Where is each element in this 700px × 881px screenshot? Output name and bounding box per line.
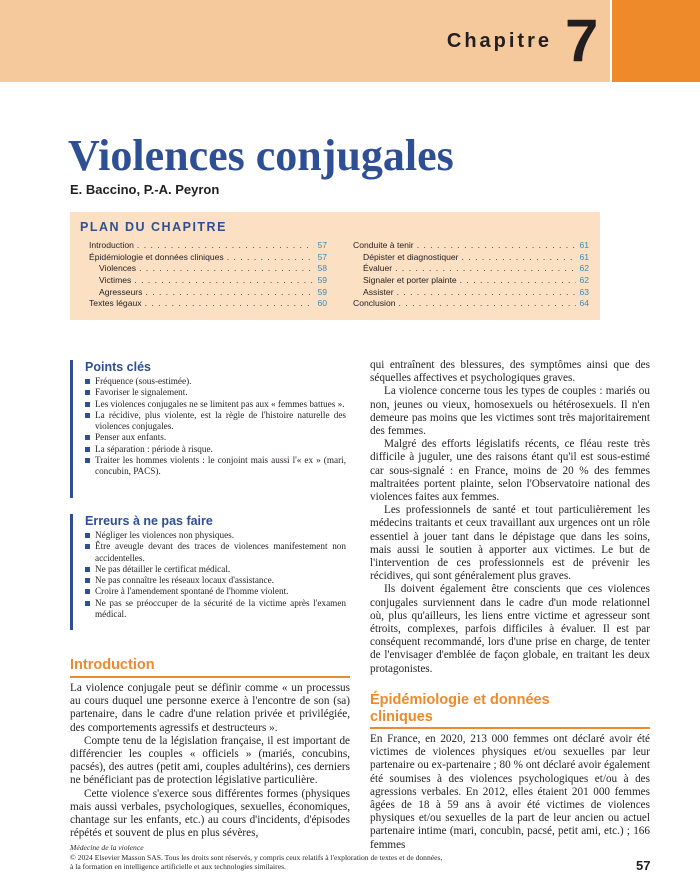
list-item-text: Fréquence (sous-estimée). bbox=[95, 376, 192, 386]
toc-page[interactable]: 57 bbox=[317, 251, 327, 262]
toc-page[interactable]: 60 bbox=[317, 298, 327, 309]
footer-copyright: © 2024 Elsevier Masson SAS. Tous les droits sont réservés, y compris ceux relatifs à l'exploration de textes et de données, bbox=[70, 852, 443, 862]
toc-page[interactable]: 61 bbox=[579, 240, 589, 250]
toc-left-column bbox=[89, 240, 327, 310]
toc-page[interactable]: 62 bbox=[579, 275, 589, 286]
erreurs-title: Erreurs à ne pas faire bbox=[85, 514, 213, 528]
toc-page[interactable]: 57 bbox=[317, 240, 327, 250]
chapter-plan-box bbox=[70, 212, 600, 320]
list-item-text: Favoriser le signalement. bbox=[95, 387, 188, 398]
toc-label: Évaluer bbox=[363, 263, 393, 274]
introduction-rule bbox=[70, 676, 350, 678]
paragraph: La violence conjugale peut se définir comme « un processus au cours duquel une personne exerce à l'encontre de son (sa) partenaire, dans le cadre d'une relation privée et privilégiée, des comportements agressifs et destructeurs ». bbox=[70, 682, 350, 734]
toc-label: Violences bbox=[99, 263, 137, 274]
toc-page[interactable]: 59 bbox=[317, 275, 327, 286]
list-item bbox=[85, 376, 348, 387]
toc-label: Textes légaux bbox=[89, 298, 142, 309]
toc-entry[interactable] bbox=[89, 298, 327, 310]
list-item-text: Ne pas connaître les réseaux locaux d'assistance. bbox=[95, 575, 274, 586]
square-bullet-icon bbox=[85, 379, 90, 384]
chapter-number: 7 bbox=[565, 7, 599, 74]
toc-label: Conduite à tenir bbox=[353, 240, 414, 250]
toc-entry[interactable] bbox=[353, 263, 589, 275]
toc-leader bbox=[395, 263, 576, 273]
epidemiologie-body bbox=[370, 733, 650, 852]
list-item-text: Les violences conjugales ne se limitent pas aux « femmes battues ». bbox=[95, 398, 345, 409]
list-item bbox=[85, 387, 348, 398]
page-footer bbox=[70, 843, 442, 872]
paragraph: Malgré des efforts législatifs récents, ce fléau reste très difficile à juguler, une des raisons étant qu'il est sous-estimé car sous-signalé : en France, moins de 20 % des femmes maltraitées portent plainte, selon l'Observatoire national des violences faites aux femmes. bbox=[370, 438, 650, 504]
square-bullet-icon bbox=[85, 533, 90, 538]
square-bullet-icon bbox=[85, 567, 90, 572]
toc-leader bbox=[134, 275, 314, 285]
toc-leader bbox=[137, 240, 315, 250]
list-item bbox=[85, 410, 348, 433]
erreurs-list bbox=[85, 530, 348, 620]
toc-leader bbox=[462, 252, 577, 262]
square-bullet-icon bbox=[85, 589, 90, 594]
list-item bbox=[85, 598, 348, 621]
list-item-text: Ne pas se préoccuper de la sécurité de la victime après l'examen médical. bbox=[95, 597, 346, 620]
paragraph: qui entraînent des blessures, des symptômes ainsi que des séquelles affectives et psychologiques graves. bbox=[370, 359, 650, 385]
square-bullet-icon bbox=[85, 402, 90, 407]
square-bullet-icon bbox=[85, 458, 90, 463]
list-item-text: Traiter les hommes violents : le conjoint mais aussi l'« ex » (mari, concubin, PACS). bbox=[95, 455, 346, 477]
toc-entry[interactable] bbox=[89, 252, 327, 264]
list-item-text: La séparation : période à risque. bbox=[95, 443, 213, 454]
list-item bbox=[85, 432, 348, 443]
square-bullet-icon bbox=[85, 544, 90, 549]
toc-entry[interactable] bbox=[353, 287, 589, 299]
square-bullet-icon bbox=[85, 578, 90, 583]
toc-leader bbox=[397, 287, 577, 297]
chapter-header-accent bbox=[612, 0, 700, 82]
toc-label: Épidémiologie et données cliniques bbox=[89, 251, 224, 262]
list-item-text: Être aveugle devant des traces de violences manifestement non accidentelles. bbox=[95, 541, 346, 563]
list-item-text: La récidive, plus violente, est la règle de l'histoire naturelle des violences conjugales. bbox=[95, 409, 346, 432]
toc-entry[interactable] bbox=[353, 275, 589, 287]
list-item bbox=[85, 530, 348, 541]
toc-page[interactable]: 64 bbox=[579, 298, 589, 309]
footer-copyright-continued: à la formation en intelligence artificielle et aux technologies similaires. bbox=[70, 862, 286, 871]
epidemiologie-heading: Épidémiologie et données cliniques bbox=[370, 692, 550, 725]
list-item-text: Croire à l'amendement spontané de l'homme violent. bbox=[95, 586, 289, 597]
chapter-label: Chapitre bbox=[446, 30, 552, 52]
list-item bbox=[85, 399, 348, 410]
toc-leader bbox=[399, 298, 577, 308]
toc-leader bbox=[145, 298, 315, 308]
list-item bbox=[85, 586, 348, 597]
list-item bbox=[85, 575, 348, 586]
toc-right-column bbox=[353, 240, 589, 310]
toc-entry[interactable] bbox=[89, 287, 327, 299]
list-item bbox=[85, 541, 348, 564]
list-item-text: Penser aux enfants. bbox=[95, 432, 167, 443]
square-bullet-icon bbox=[85, 447, 90, 452]
toc-page[interactable]: 63 bbox=[579, 286, 589, 297]
square-bullet-icon bbox=[85, 601, 90, 606]
toc-entry[interactable] bbox=[353, 298, 589, 310]
toc-entry[interactable] bbox=[353, 240, 589, 252]
footer-journal: Médecine de la violence bbox=[70, 843, 144, 852]
paragraph: La violence concerne tous les types de couples : mariés ou non, jeunes ou vieux, homosexuels ou hétérosexuels. Il n'en demeure pas moins que les victimes sont très majoritairement des femmes. bbox=[370, 385, 650, 438]
points-cles-title: Points clés bbox=[85, 360, 151, 374]
square-bullet-icon bbox=[85, 390, 90, 395]
list-item bbox=[85, 444, 348, 455]
introduction-body bbox=[70, 682, 350, 840]
chapter-title: Violences conjugales bbox=[68, 131, 454, 180]
toc-leader bbox=[460, 275, 577, 285]
toc-label: Signaler et porter plainte bbox=[363, 275, 457, 286]
toc-page[interactable]: 58 bbox=[317, 263, 327, 274]
list-item bbox=[85, 455, 348, 478]
toc-label: Introduction bbox=[89, 240, 134, 250]
toc-label: Agresseurs bbox=[99, 286, 143, 297]
page-number: 57 bbox=[636, 858, 651, 873]
paragraph: Compte tenu de la législation française, il est important de différencier les couples « officiels » (mariés, concubins, pacsés), des autres (petit ami, couples adultérins), ces derniers ne bénéficiant pas de protection législative particulière. bbox=[70, 734, 350, 787]
toc-leader bbox=[145, 287, 314, 297]
introduction-heading: Introduction bbox=[70, 657, 155, 673]
list-item bbox=[85, 564, 348, 575]
points-cles-list bbox=[85, 376, 348, 478]
toc-label: Dépister et diagnostiquer bbox=[363, 251, 459, 262]
toc-label: Conclusion bbox=[353, 298, 396, 309]
toc-page[interactable]: 62 bbox=[579, 263, 589, 274]
square-bullet-icon bbox=[85, 413, 90, 418]
toc-label: Assister bbox=[363, 286, 394, 297]
list-item-text: Négliger les violences non physiques. bbox=[95, 530, 235, 540]
plan-heading: PLAN DU CHAPITRE bbox=[80, 220, 227, 234]
toc-leader bbox=[417, 240, 577, 250]
toc-label: Victimes bbox=[99, 275, 132, 286]
paragraph: Cette violence s'exerce sous différentes formes (physiques mais aussi verbales, psychologiques, sexuelles, économiques, chantage sur les enfants, etc.) au cours d'incidents, d'épisodes répétés et souvent de plus en plus sévères, bbox=[70, 787, 350, 840]
paragraph: Les professionnels de santé et tout particulièrement les médecins traitants et ceux travaillant aux urgences ont un rôle essentiel à jouer tant dans le dépistage que dans les soins, mais aussi le soutien à apporter aux victimes. Le but de l'intervention de ces professionnels est de prévenir les récidives, qui sont généralement plus graves. bbox=[370, 504, 650, 583]
list-item-text: Ne pas détailler le certificat médical. bbox=[95, 563, 231, 574]
toc-leader bbox=[227, 252, 315, 262]
right-column-body bbox=[370, 359, 650, 676]
points-cles-box bbox=[70, 360, 348, 498]
chapter-authors: E. Baccino, P.-A. Peyron bbox=[70, 182, 220, 197]
paragraph: En France, en 2020, 213 000 femmes ont déclaré avoir été victimes de violences physiques et/ou sexuelles par leur partenaire ou ex-partenaire ; 80 % ont déclaré avoir également été soumises à des violences psychologiques et/ou à des agressions verbales. En 2012, elles étaient 201 000 femmes âgées de 18 à 59 ans à avoir été victimes de violences physiques et/ou sexuelles de la part de leur ancien ou actuel partenaire intime (mari, concubin, pacsé, petit ami, etc.) ; 166 femmes bbox=[370, 733, 650, 851]
toc-entry[interactable] bbox=[89, 275, 327, 287]
toc-entry[interactable] bbox=[89, 263, 327, 275]
toc-entry[interactable] bbox=[89, 240, 327, 252]
toc-leader bbox=[139, 263, 314, 273]
erreurs-box bbox=[70, 514, 348, 630]
toc-entry[interactable] bbox=[353, 252, 589, 264]
paragraph: Ils doivent également être conscients que ces violences conjugales surviennent dans le cadre d'un mode relationnel où, plus qu'ailleurs, les liens entre victime et agresseur sont étroits, complexes, parfois difficiles à évaluer. Il est par conséquent recommandé, lors d'une prise en charge, de tenter de l'envisager d'emblée de façon globale, en traitant les deux protagonistes. bbox=[370, 583, 650, 675]
square-bullet-icon bbox=[85, 435, 90, 440]
epidemiologie-rule bbox=[370, 727, 650, 729]
toc-page[interactable]: 61 bbox=[579, 251, 589, 262]
toc-page[interactable]: 59 bbox=[317, 286, 327, 297]
